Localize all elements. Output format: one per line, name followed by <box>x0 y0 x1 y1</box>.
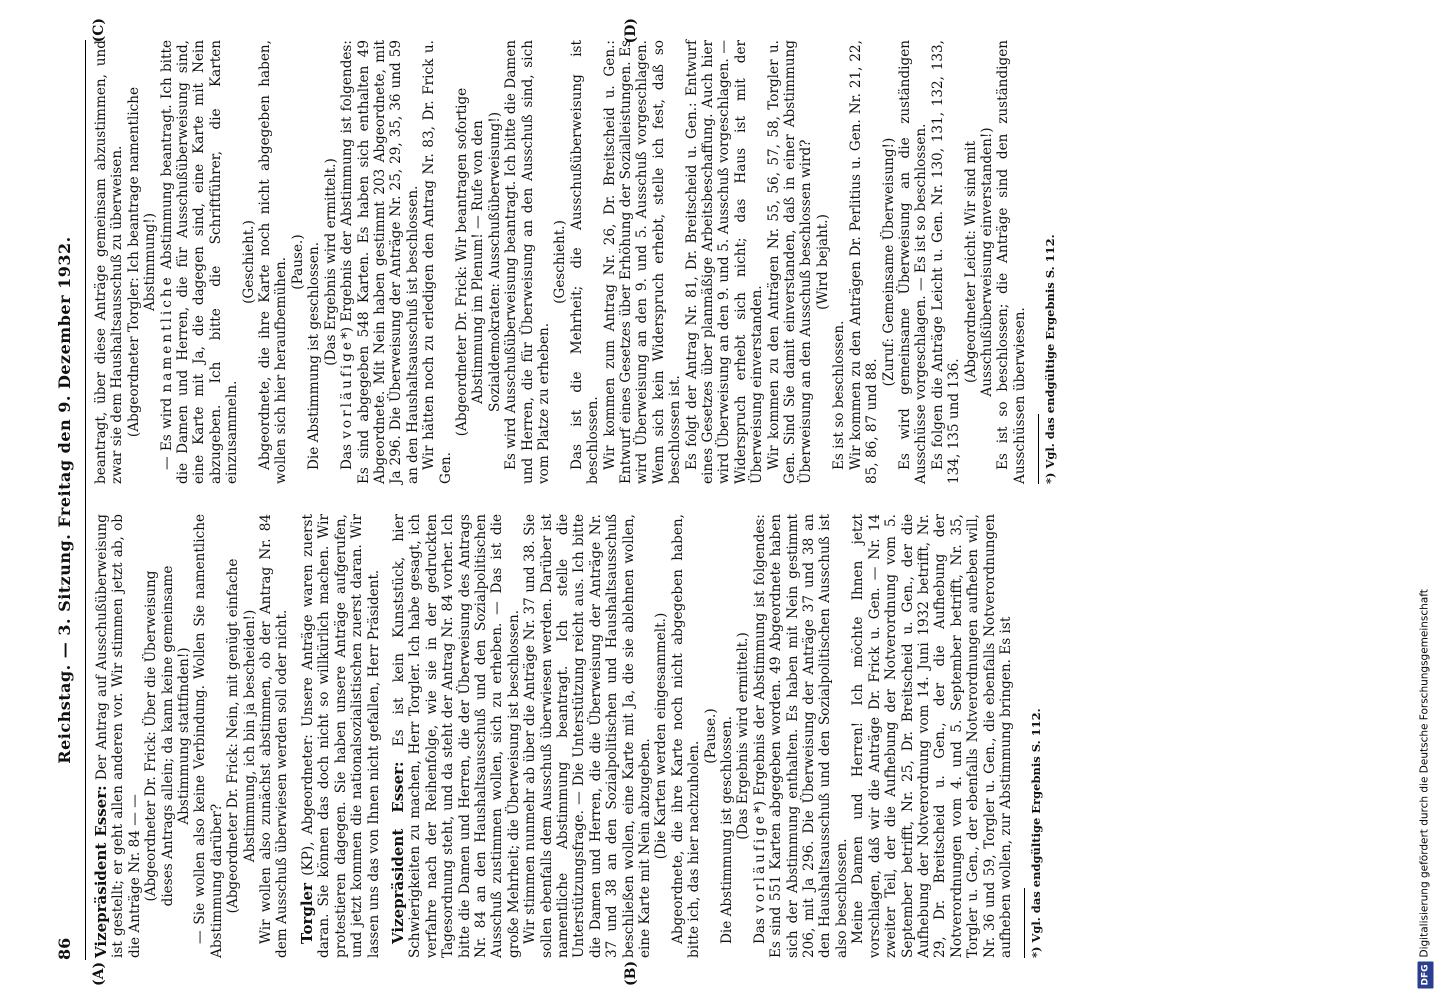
paragraph: Das ist die Mehrheit; die Ausschußüberweisung ist beschlossen. <box>568 40 602 484</box>
left-column <box>93 514 1045 958</box>
footnote-rule <box>1038 414 1039 484</box>
paragraph: — Sie wollen also keine Verbindung. Wollen Sie namentliche Abstimmung darüber? <box>192 514 225 958</box>
paragraph: Vizepräsident Esser: Es ist kein Kunststück, hier Schwierigkeiten zu machen, Herr Torgler. Ich habe gesagt, ich verfahre nach der Reihenfolge, wie sie in der gedruckten Tagesordnung steht, und da steht der Antrag Nr. 84 vorher. Ich bitte die Damen und Herren, die der Überweisung des Antrags Nr. 84 an den Haushaltsausschuß und den Sozialpolitischen Ausschuß zustimmen wollen, sich zu erheben. — Das ist die große Mehrheit; die Überweisung ist beschlossen. <box>388 514 522 958</box>
interjection: (Abgeordneter Torgler: Ich beantrage namentliche Abstimmung!) <box>125 86 159 438</box>
paragraph: Meine Damen und Herren! Ich möchte Ihnen jetzt vorschlagen, daß wir die Anträge Dr. Frick u. Gen. — Nr. 14 zweiter Teil, der die Aufhebung der Notverordnung vom 5. September betrifft, Nr. 25, Dr. Breitscheid u. Gen., der die Aufhebung der Notverordnung vom 14. Juni 1932 betrifft, Nr. 29, Dr. Breitscheid u. Gen., der die Aufhebung der Notverordnungen vom 4. und 5. September betrifft, Nr. 35, Torgler u. Gen., der ebenfalls Notverordnungen aufheben will, Nr. 36 und 59, Torgler u. Gen., die ebenfalls Notverordnungen aufheben wollen, zur Abstimmung bringen. Es ist <box>850 514 1014 958</box>
credit-text: Digitalisierung gefördert durch die Deutsche Forschungsgemeinschaft <box>1418 589 1431 958</box>
paragraph: Vizepräsident Esser: Der Antrag auf Ausschußüberweisung ist gestellt; er geht allen anderen vor. Wir stimmen jetzt ab, ob die Anträge Nr. 84 — — <box>92 514 143 958</box>
speaker-name: Vizepräsident Esser: <box>92 785 110 958</box>
paragraph: Es ist so beschlossen; die Anträge sind den zuständigen Ausschüssen überwiesen. <box>995 40 1028 484</box>
paragraph: Das vorläufige*) Ergebnis der Abstimmung ist folgendes: Es sind 551 Karten abgegeben worden. 49 Abgeordnete haben sich der Abstimmung enthalten. Es haben mit Nein gestimmt 206, mit Ja 296. Die Überweisung der Anträge 37 und 38 an den Haushaltsausschuß und den Sozialpolitischen Ausschuß ist also beschlossen. <box>751 514 850 958</box>
paragraph: — Es wird namentliche Abstimmung beantragt. Ich bitte die Damen und Herren, die für Ausschußüberweisung sind, eine Karte mit Ja, die dagegen sind, eine Karte mit Nein abzugeben. Ich bitte die Schriftführer, die Karten einzusammeln. <box>158 39 241 484</box>
stage-direction: (Die Karten werden eingesammelt.) <box>653 612 670 860</box>
footnote: *) Vgl. das endgültige Ergebnis S. 112. <box>1029 708 1044 958</box>
paragraph: Es wird gemeinsame Überweisung an die zuständigen Ausschüsse vorgeschlagen. — Es ist so beschlossen. <box>896 40 930 484</box>
paragraph: Wir kommen zum Antrag Nr. 26, Dr. Breitscheid u. Gen.: Entwurf eines Gesetzes über Erhöhung der Sozialleistungen. Es wird Überweisung an den 9. und 5. Ausschuß vorgeschlagen. Wenn sich kein Widerspruch erhebt, stelle ich fest, daß so beschlossen ist. <box>601 40 684 484</box>
margin-mark-c: (C) <box>91 18 107 43</box>
interjection: (Abgeordneter Dr. Frick: Über die Überweisung dieses Antrags allein; da kann keine gemeinsame Abstimmung stattfinden!) <box>143 565 193 907</box>
paragraph: Abgeordnete, die ihre Karte noch nicht abgegeben haben, wollen sich hier heraufbemühen. <box>257 40 290 484</box>
paragraph: Es ist so beschlossen. <box>831 320 848 470</box>
paragraph: Die Abstimmung ist geschlossen. <box>719 715 736 944</box>
paragraph: Wir kommen zu den Anträgen Dr. Perlitius u. Gen. Nr. 21, 22, 85, 86, 87 und 88. <box>847 40 881 484</box>
page-header <box>57 40 81 960</box>
right-column <box>93 40 1059 484</box>
stage-direction: (Geschieht.) <box>552 220 569 304</box>
margin-mark-d: (D) <box>623 18 639 44</box>
rotated-page-content <box>27 18 1407 986</box>
running-title: Reichstag. — 3. Sitzung. Freitag den 9. Dezember 1932. <box>55 236 74 764</box>
paragraph: Torgler (KP), Abgeordneter: Unsere Anträge waren zuerst daran. Sie können das doch nicht so willkürlich machen. Wir protestieren dagegen. Sie haben unsere Anträge aufgerufen, und jetzt kommen die nationalsozialistischen zuerst daran. Wir lassen uns das von Ihnen nicht gefallen, Herr Präsident. <box>297 514 382 958</box>
paragraph: Wir kommen zu den Anträgen Nr. 55, 56, 57, 58, Torgler u. Gen. Sind Sie damit einverstanden, daß in einer Abstimmung Überweisung an den Ausschuß beschlossen wird? <box>765 40 815 484</box>
stage-direction: (Pause.) <box>289 234 306 290</box>
stage-direction: (Das Ergebnis wird ermittelt.) <box>735 632 752 840</box>
footnote: *) Vgl. das endgültige Ergebnis S. 112. <box>1043 234 1058 484</box>
paragraph: Es wird Ausschußüberweisung beantragt. Ich bitte die Damen und Herren, die für Überweisung an den Ausschuß sind, sich vom Platze zu erheben. <box>503 40 552 484</box>
paragraph: Es folgen die Anträge Leicht u. Gen. Nr. 130, 131, 132, 133, 134, 135 und 136. <box>929 40 963 484</box>
paragraph: Wir hätten noch zu erledigen den Antrag Nr. 83, Dr. Frick u. Gen. <box>421 40 454 484</box>
paragraph: Wir wollen also zunächst abstimmen, ob der Antrag Nr. 84 dem Ausschuß überwiesen werden soll oder nicht. <box>258 514 291 958</box>
margin-mark-b: (B) <box>623 960 639 986</box>
interjection: (Abgeordneter Dr. Frick: Nein, mit genügt einfache Abstimmung, ich bin ja bescheiden!) <box>225 558 258 914</box>
paragraph: Es folgt der Antrag Nr. 81, Dr. Breitscheid u. Gen.: Entwurf eines Gesetzes über planmäßige Arbeitsbeschaffung. Auch hier wird Überweisung an den 9. und 5. Ausschuß vorgeschlagen. — Widerspruch erhebt sich nicht; das Haus ist mit der Überweisung einverstanden. <box>683 40 766 484</box>
paragraph: beantragt, über diese Anträge gemeinsam abzustimmen, und zwar sie dem Haushaltsausschuß zu überweisen. <box>93 40 126 484</box>
interjection: (Abgeordneter Dr. Frick: Wir beantragen sofortige Abstimmung im Plenum! — Rufe von den Sozialdemokraten: Ausschußüberweisung!) <box>453 87 503 437</box>
paragraph: Abgeordnete, die ihre Karte noch nicht abgegeben haben, bitte ich, das hier nachzuholen. <box>669 514 703 958</box>
speaker-name: Vizepräsident Esser: <box>388 761 407 944</box>
dfg-logo: DFG <box>1418 961 1434 988</box>
stage-direction: (Pause.) <box>702 708 719 764</box>
paragraph: Die Abstimmung ist geschlossen. <box>306 241 323 470</box>
margin-mark-a: (A) <box>91 961 107 986</box>
stage-direction: (Das Ergebnis wird ermittelt.) <box>322 158 339 366</box>
header-rule <box>85 40 86 960</box>
paragraph: Wir stimmen nunmehr ab über die Anträge Nr. 37 und 38. Sie sollen ebenfalls dem Ausschuß überwiesen werden. Darüber ist namentliche Abstimmung beantragt. Ich stelle die Unterstützungsfrage. — Die Unterstützung reicht aus. Ich bitte die Damen und Herren, die die Überweisung der Anträge Nr. 37 und 38 an den Sozialpolitischen und Haushaltsausschuß beschließen wollen, eine Karte mit Ja, die sie ablehnen wollen, eine Karte mit Nein abzugeben. <box>522 514 653 958</box>
interjection: (Zuruf: Gemeinsame Überweisung!) <box>880 137 897 387</box>
footnote-rule <box>1024 888 1025 958</box>
paragraph: Das vorläufige*) Ergebnis der Abstimmung ist folgendes: Es sind abgegeben 548 Karten. Es haben sich enthalten 49 Abgeordnete. Mit Nein haben gestimmt 203 Abgeordnete, mit Ja 296. Die Überweisung der Anträge Nr. 25, 29, 35, 36 und 59 an den Haushaltsausschuß ist beschlossen. <box>339 40 421 484</box>
page-number: 86 <box>55 937 74 960</box>
stage-direction: (Wird bejaht.) <box>814 214 831 310</box>
digitization-credit <box>1415 8 1434 988</box>
stage-direction: (Geschieht.) <box>240 220 257 304</box>
interjection: (Abgeordneter Leicht: Wir sind mit Ausschußüberweisung einverstanden!) <box>962 127 995 397</box>
speaker-name: Torgler <box>297 883 316 944</box>
